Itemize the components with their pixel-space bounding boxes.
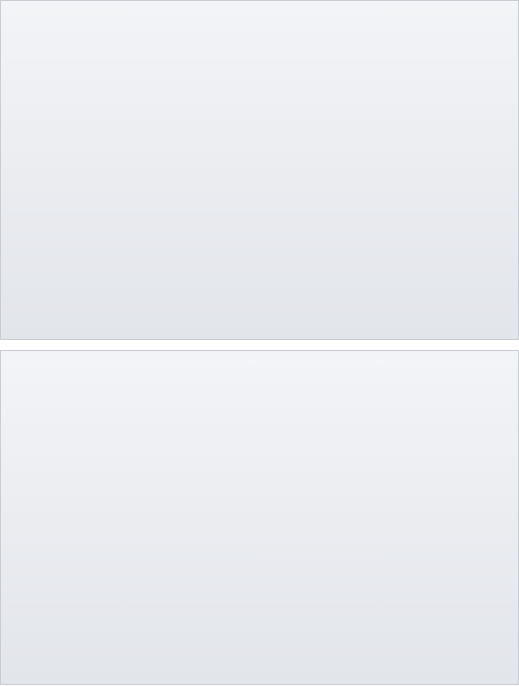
chart-panel-b	[0, 350, 519, 685]
chart-panel-a	[0, 0, 519, 340]
melting-peaks-chart-a	[1, 1, 519, 341]
melting-peaks-chart-b	[1, 351, 519, 686]
